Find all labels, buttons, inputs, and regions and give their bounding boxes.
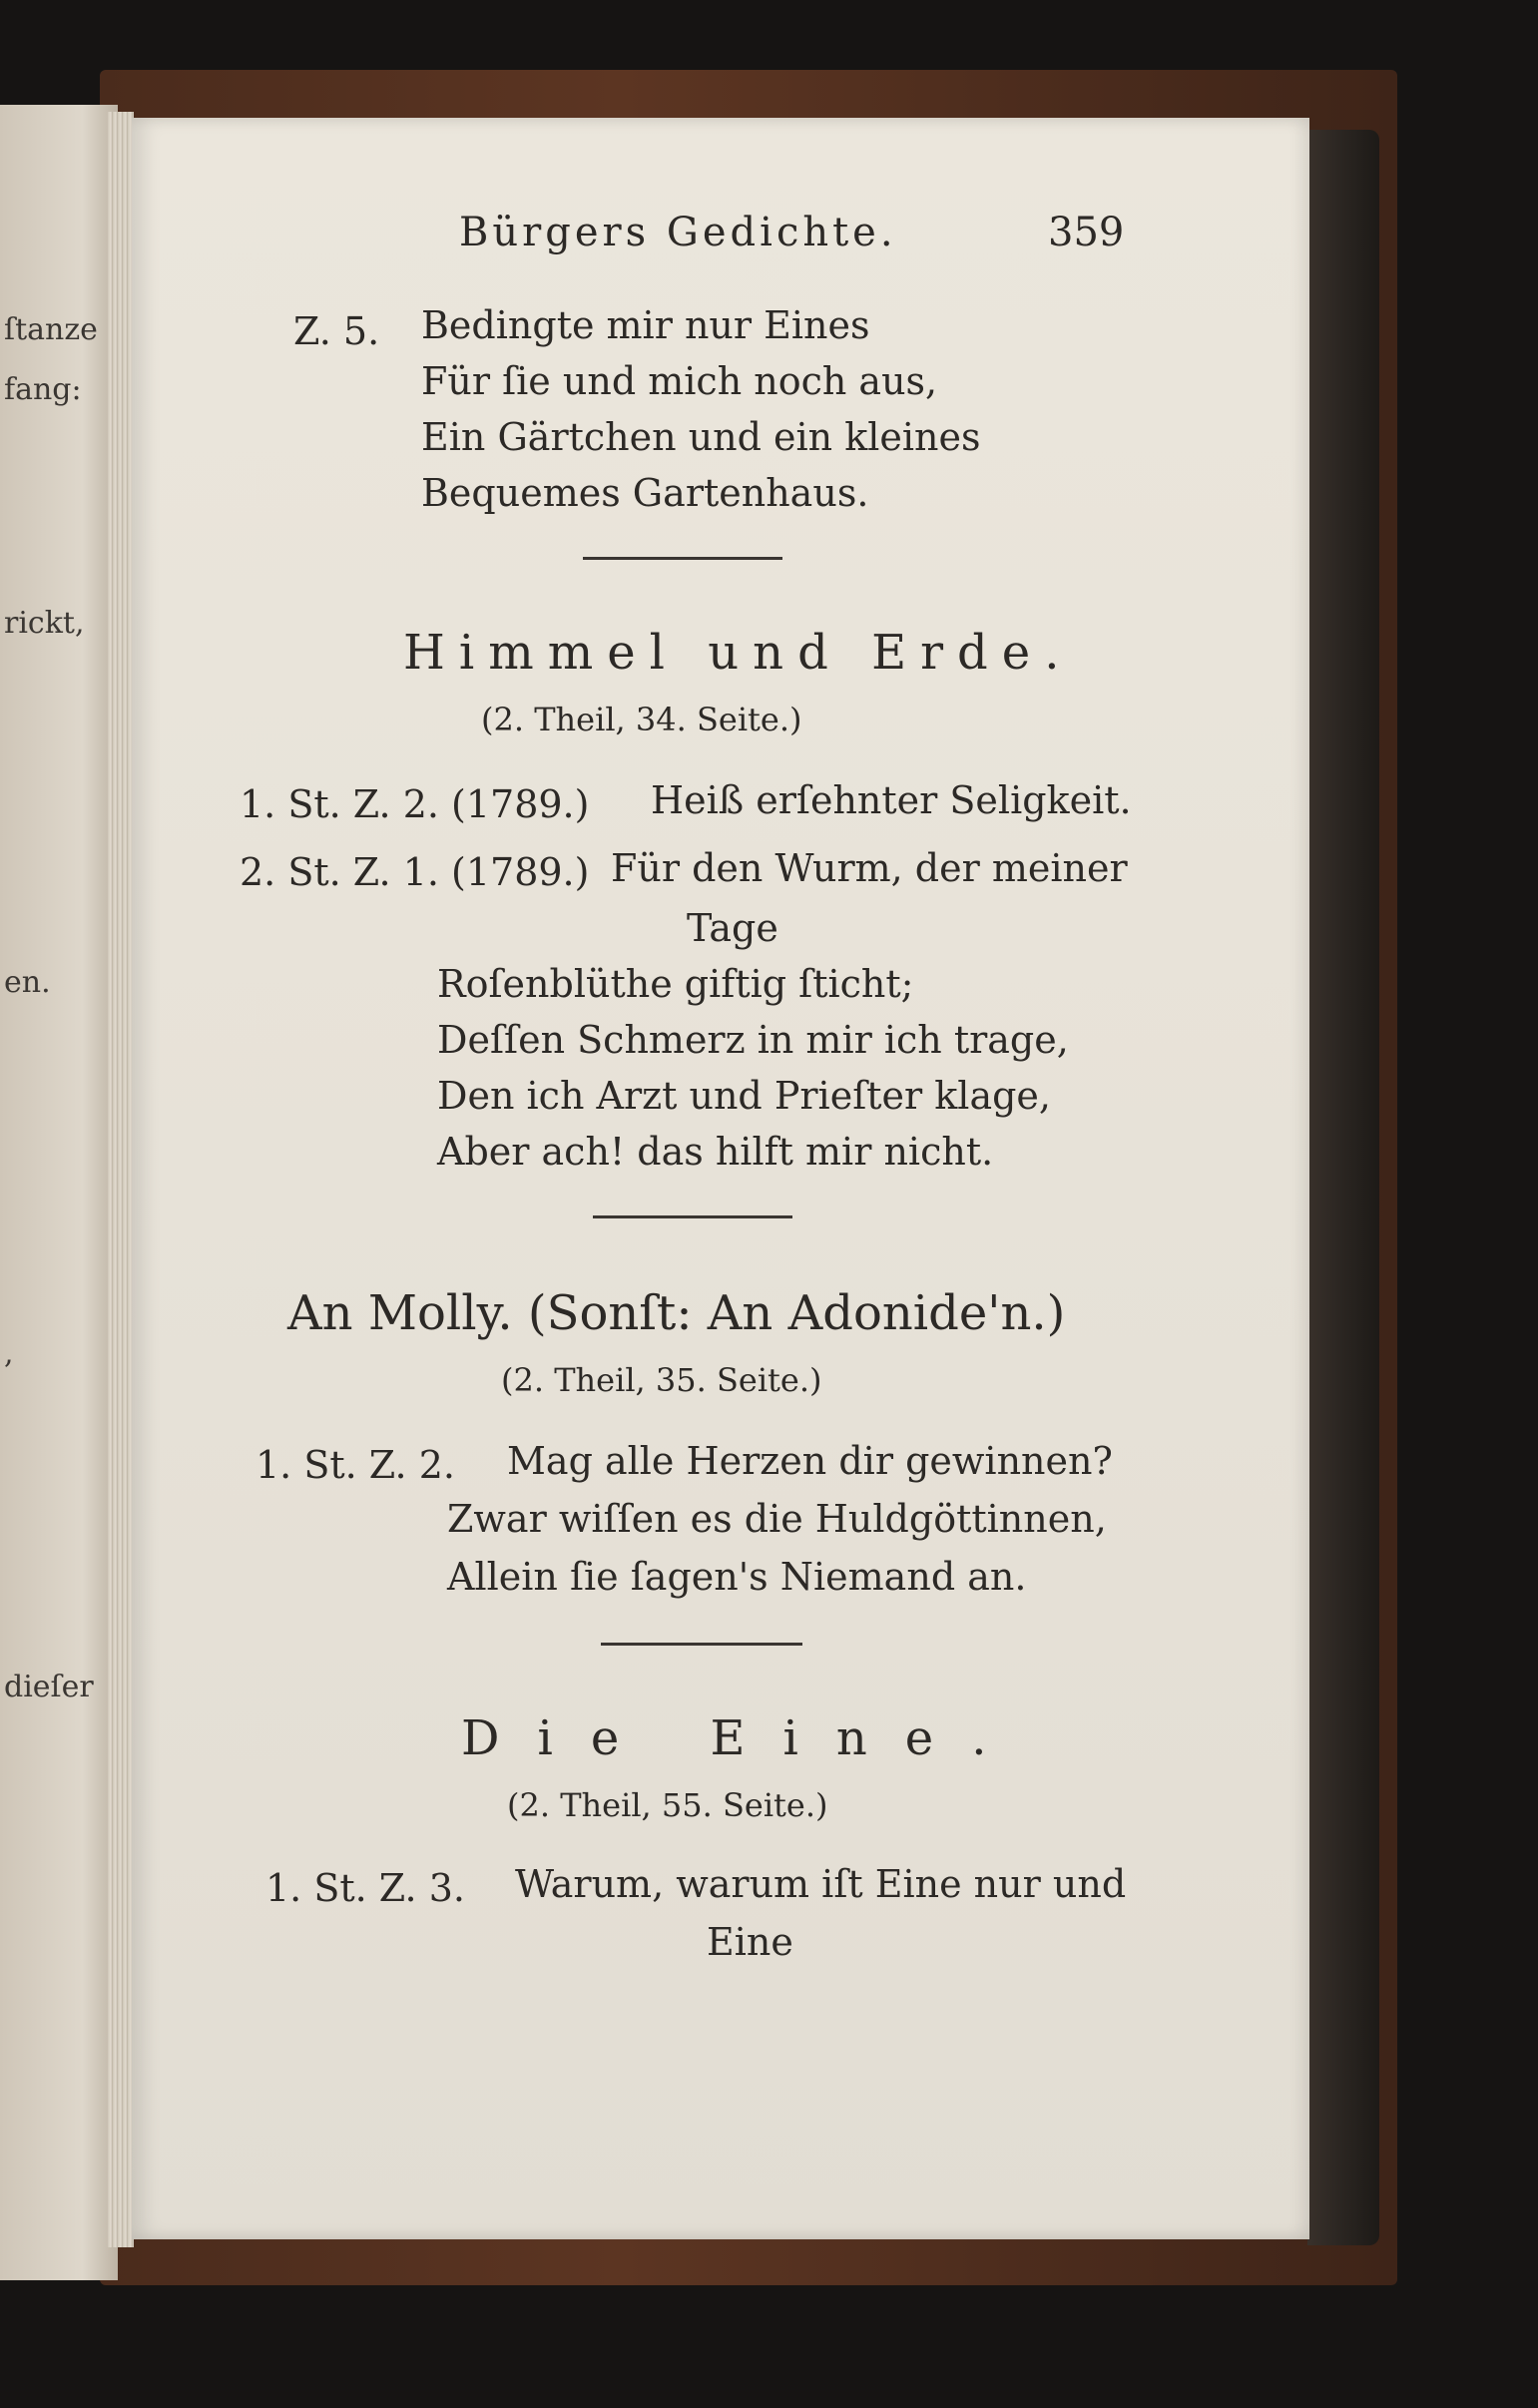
section-divider bbox=[601, 1643, 802, 1646]
source-reference: (2. Theil, 34. Seite.) bbox=[481, 701, 802, 738]
left-page-fragment: , bbox=[4, 1336, 14, 1371]
verse-line: Bedingte mir nur Eines bbox=[421, 303, 870, 347]
line-reference: 2. St. Z. 1. (1789.) bbox=[240, 850, 590, 894]
verse-line: Für den Wurm, der meiner bbox=[611, 846, 1128, 890]
verse-line: Roſenblüthe giftig ſticht; bbox=[437, 962, 914, 1006]
left-page-fragment: en. bbox=[4, 965, 51, 1000]
verse-line: Allein ſie ſagen's Niemand an. bbox=[447, 1555, 1027, 1599]
left-page-fragment: dieſer bbox=[4, 1670, 94, 1704]
page-stack bbox=[108, 112, 134, 2247]
verse-line: Mag alle Herzen dir gewinnen? bbox=[507, 1439, 1113, 1483]
verse-line: Heiß erſehnter Seligkeit. bbox=[651, 778, 1132, 822]
verse-line: Zwar wiſſen es die Huldgöttinnen, bbox=[447, 1497, 1107, 1541]
line-reference: 1. St. Z. 2. (1789.) bbox=[240, 782, 590, 826]
line-reference: Z. 5. bbox=[293, 309, 380, 353]
verse-line: Deſſen Schmerz in mir ich trage, bbox=[437, 1018, 1069, 1062]
page-number: 359 bbox=[1048, 210, 1125, 255]
verse-line-continuation: Tage bbox=[687, 906, 778, 950]
left-page bbox=[0, 105, 118, 2280]
left-page-fragment: fang: bbox=[4, 372, 82, 407]
poem-title: Die Eine. bbox=[461, 1710, 1025, 1766]
running-title: Bürgers Gedichte. bbox=[459, 210, 897, 255]
line-reference: 1. St. Z. 3. bbox=[265, 1866, 465, 1910]
section-divider bbox=[593, 1215, 792, 1218]
poem-title: An Molly. (Sonſt: An Adonide'n.) bbox=[287, 1285, 1066, 1341]
source-reference: (2. Theil, 35. Seite.) bbox=[501, 1361, 822, 1399]
left-page-fragment: rickt, bbox=[4, 606, 85, 641]
verse-line: Den ich Arzt und Prieſter klage, bbox=[437, 1074, 1051, 1118]
source-reference: (2. Theil, 55. Seite.) bbox=[507, 1786, 828, 1824]
right-page bbox=[132, 118, 1309, 2239]
book-edge bbox=[1307, 130, 1379, 2245]
verse-line: Warum, warum iſt Eine nur und bbox=[515, 1862, 1127, 1906]
verse-line: Bequemes Gartenhaus. bbox=[421, 471, 869, 515]
verse-line: Ein Gärtchen und ein kleines bbox=[421, 415, 981, 459]
line-reference: 1. St. Z. 2. bbox=[256, 1443, 455, 1487]
verse-line: Für ſie und mich noch aus, bbox=[421, 359, 938, 403]
section-divider bbox=[583, 557, 782, 560]
verse-line: Aber ach! das hilft mir nicht. bbox=[437, 1130, 994, 1174]
poem-title: Himmel und Erde. bbox=[403, 625, 1074, 681]
left-page-fragment: ſtanze bbox=[4, 312, 98, 347]
verse-line-continuation: Eine bbox=[707, 1920, 793, 1964]
